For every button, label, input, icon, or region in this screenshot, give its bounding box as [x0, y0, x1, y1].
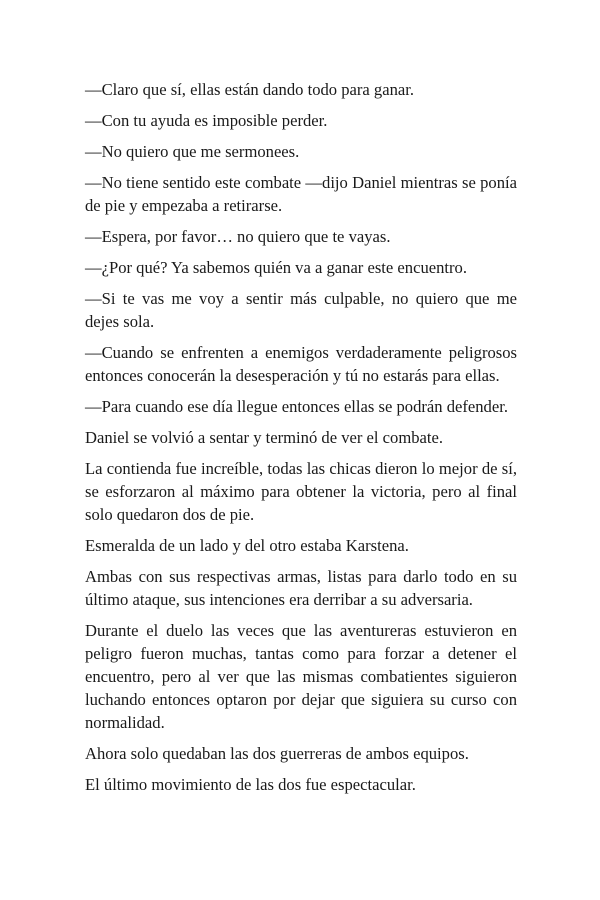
paragraph-4: —No tiene sentido este combate —dijo Daniel mientras se ponía de pie y empezaba a retirarse.: [85, 173, 517, 215]
book-page: [85, 78, 517, 804]
paragraph-13: Ambas con sus respectivas armas, listas para darlo todo en su último ataque, sus intenciones era derribar a su adversaria.: [85, 567, 517, 609]
paragraph-12: Esmeralda de un lado y del otro estaba Karstena.: [85, 536, 409, 555]
paragraph-5: —Espera, por favor… no quiero que te vayas.: [85, 227, 391, 246]
paragraph-2: —Con tu ayuda es imposible perder.: [85, 111, 328, 130]
paragraph-11: La contienda fue increíble, todas las chicas dieron lo mejor de sí, se esforzaron al máximo para obtener la victoria, pero al final solo quedaron dos de pie.: [85, 459, 517, 524]
paragraph-9: —Para cuando ese día llegue entonces ellas se podrán defender.: [85, 397, 508, 416]
paragraph-7: —Si te vas me voy a sentir más culpable, no quiero que me dejes sola.: [85, 289, 517, 331]
paragraph-15: Ahora solo quedaban las dos guerreras de ambos equipos.: [85, 744, 469, 763]
paragraph-6: —¿Por qué? Ya sabemos quién va a ganar este encuentro.: [85, 258, 467, 277]
paragraph-10: Daniel se volvió a sentar y terminó de ver el combate.: [85, 428, 444, 447]
paragraph-1: —Claro que sí, ellas están dando todo para ganar.: [85, 80, 415, 99]
paragraph-3: —No quiero que me sermonees.: [85, 142, 300, 161]
paragraph-8: —Cuando se enfrenten a enemigos verdaderamente peligrosos entonces conocerán la desesperación y tú no estarás para ellas.: [85, 343, 517, 385]
paragraph-14: Durante el duelo las veces que las aventureras estuvieron en peligro fueron muchas, tantas como para forzar a detener el encuentro, pero al ver que las mismas combatientes siguieron luchando entonces optaron por dejar que siguiera su curso con normalidad.: [85, 621, 517, 732]
paragraph-16: El último movimiento de las dos fue espectacular.: [85, 775, 416, 794]
